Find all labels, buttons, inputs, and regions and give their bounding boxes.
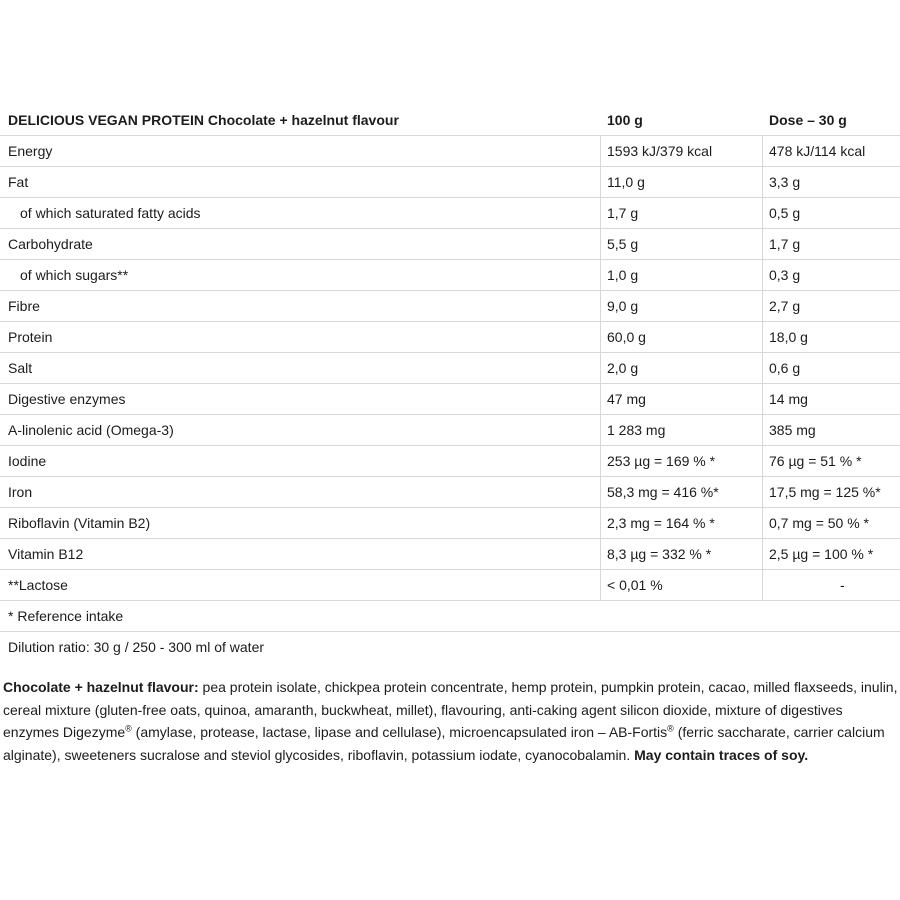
per-dose-value: 18,0 g <box>769 329 808 345</box>
column-divider <box>762 477 763 508</box>
column-divider <box>600 322 601 353</box>
dilution-note-row <box>0 632 900 663</box>
per-100g-value: 2,3 mg = 164 % * <box>607 515 715 531</box>
table-row <box>0 446 900 477</box>
table-row <box>0 291 900 322</box>
per-dose-header: Dose – 30 g <box>769 112 847 128</box>
nutrient-label: of which saturated fatty acids <box>20 205 201 221</box>
table-row <box>0 508 900 539</box>
column-divider <box>762 353 763 384</box>
nutrient-label: Riboflavin (Vitamin B2) <box>8 515 151 531</box>
table-row <box>0 260 900 291</box>
product-name-header: DELICIOUS VEGAN PROTEIN Chocolate + hazelnut flavour <box>8 112 399 128</box>
per-100g-value: 1 283 mg <box>607 422 666 438</box>
column-divider <box>600 477 601 508</box>
nutrient-label: Vitamin B12 <box>8 546 84 562</box>
table-header-row <box>0 105 900 136</box>
per-100g-value: 8,3 µg = 332 % * <box>607 546 712 562</box>
ingredients-paragraph <box>3 676 900 766</box>
nutrient-label: Carbohydrate <box>8 236 93 252</box>
table-row <box>0 167 900 198</box>
per-dose-value: 2,5 µg = 100 % * <box>769 546 874 562</box>
column-divider <box>762 198 763 229</box>
column-divider <box>762 384 763 415</box>
nutrient-label: Fibre <box>8 298 40 314</box>
per-100g-value: 1,7 g <box>607 205 639 221</box>
table-row <box>0 198 900 229</box>
column-divider <box>762 260 763 291</box>
column-divider <box>600 198 601 229</box>
table-row <box>0 322 900 353</box>
nutrient-label: A-linolenic acid (Omega-3) <box>8 422 174 438</box>
per-dose-value: 478 kJ/114 kcal <box>769 143 866 159</box>
column-divider <box>762 446 763 477</box>
nutrient-label: Iron <box>8 484 33 500</box>
nutrient-label: Energy <box>8 143 53 159</box>
per-100g-value: 58,3 mg = 416 %* <box>607 484 719 500</box>
per-dose-value: 385 mg <box>769 422 816 438</box>
column-divider <box>762 229 763 260</box>
table-row <box>0 570 900 601</box>
per-dose-value: 0,5 g <box>769 205 801 221</box>
nutrient-label: Digestive enzymes <box>8 391 126 407</box>
ingredients-heading: Chocolate + hazelnut flavour: <box>3 679 199 695</box>
per-dose-value: 1,7 g <box>769 236 801 252</box>
per-100g-value: 5,5 g <box>607 236 639 252</box>
per-dose-value: 0,3 g <box>769 267 801 283</box>
nutrient-label: Protein <box>8 329 53 345</box>
column-divider <box>600 260 601 291</box>
per-100g-value: 253 µg = 169 % * <box>607 453 716 469</box>
per-dose-value: - <box>840 577 845 593</box>
nutrient-label: Iodine <box>8 453 47 469</box>
column-divider <box>762 570 763 601</box>
per-100g-value: 47 mg <box>607 391 646 407</box>
reference-note-row <box>0 601 900 632</box>
column-divider <box>600 384 601 415</box>
ingredients-text: (amylase, protease, lactase, lipase and cellulase), microencapsulated iron – AB-Fortis <box>131 724 668 740</box>
column-divider <box>600 136 601 167</box>
column-divider <box>600 291 601 322</box>
column-divider <box>762 415 763 446</box>
table-row <box>0 353 900 384</box>
nutrient-label: of which sugars** <box>20 267 129 283</box>
column-divider <box>762 291 763 322</box>
per-dose-value: 76 µg = 51 % * <box>769 453 862 469</box>
ingredients-text: pea protein isolate, chickpea protein concentrate, hemp protein, pumpkin protein, cacao, milled flaxseeds, inulin, cereal mixture (gluten-free oats, quinoa, amaranth, buckwheat, millet), flavouring, anti-caking agent silicon dioxide, mixture of digestives enzymes Digezyme <box>3 679 898 740</box>
column-divider <box>600 508 601 539</box>
per-100g-value: 11,0 g <box>607 174 645 190</box>
per-100g-value: 1,0 g <box>607 267 639 283</box>
column-divider <box>600 539 601 570</box>
nutrient-label: **Lactose <box>8 577 68 593</box>
per-100g-header: 100 g <box>607 112 643 128</box>
column-divider <box>600 446 601 477</box>
nutrient-label: Fat <box>8 174 29 190</box>
column-divider <box>762 136 763 167</box>
table-row <box>0 539 900 570</box>
ingredients-text: (ferric saccharate, carrier calcium alginate), sweeteners sucralose and steviol glycosides, riboflavin, potassium iodate, cyanocobalamin. <box>3 724 885 763</box>
column-divider <box>762 539 763 570</box>
per-dose-value: 0,6 g <box>769 360 801 376</box>
table-row <box>0 229 900 260</box>
per-100g-value: 2,0 g <box>607 360 639 376</box>
per-dose-value: 0,7 mg = 50 % * <box>769 515 870 531</box>
registered-mark: ® <box>125 723 132 734</box>
column-divider <box>762 508 763 539</box>
registered-mark: ® <box>667 723 674 734</box>
table-row <box>0 477 900 508</box>
per-dose-value: 17,5 mg = 125 %* <box>769 484 881 500</box>
column-divider <box>762 167 763 198</box>
table-row <box>0 415 900 446</box>
nutrition-table <box>0 105 900 663</box>
per-dose-value: 2,7 g <box>769 298 801 314</box>
per-100g-value: 60,0 g <box>607 329 646 345</box>
per-100g-value: 1593 kJ/379 kcal <box>607 143 713 159</box>
dilution-note: Dilution ratio: 30 g / 250 - 300 ml of water <box>8 639 265 655</box>
column-divider <box>600 570 601 601</box>
column-divider <box>600 229 601 260</box>
per-100g-value: 9,0 g <box>607 298 639 314</box>
nutrient-label: Salt <box>8 360 33 376</box>
table-row <box>0 136 900 167</box>
column-divider <box>762 322 763 353</box>
column-divider <box>600 167 601 198</box>
per-100g-value: < 0,01 % <box>607 577 663 593</box>
allergen-warning: May contain traces of soy. <box>630 746 809 763</box>
reference-note: * Reference intake <box>8 608 124 624</box>
per-dose-value: 3,3 g <box>769 174 801 190</box>
column-divider <box>600 353 601 384</box>
table-row <box>0 384 900 415</box>
per-dose-value: 14 mg <box>769 391 808 407</box>
column-divider <box>600 415 601 446</box>
